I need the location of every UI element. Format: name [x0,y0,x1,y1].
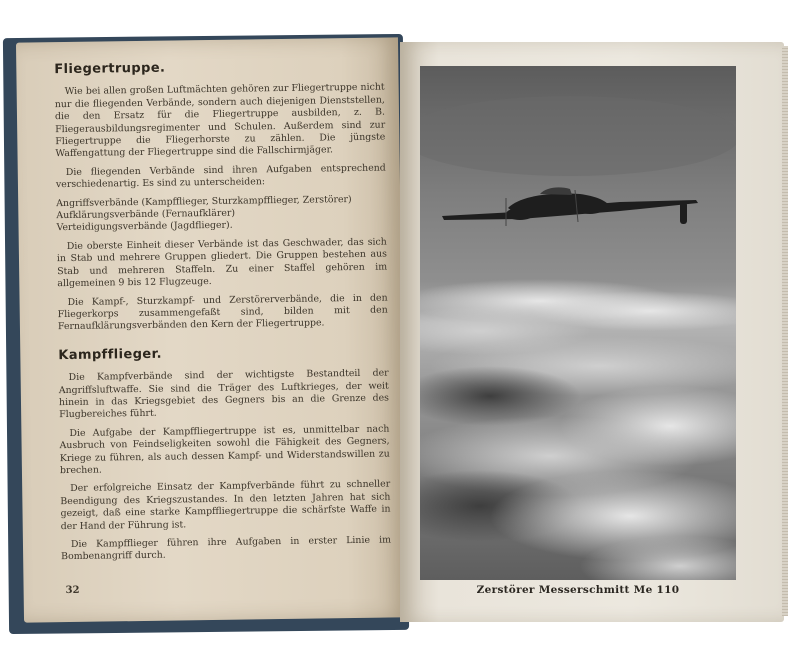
paragraph: Die fliegenden Verbände sind ihren Aufgaben entsprechend verschiedenartig. Es sind zu unterscheiden: [55,162,386,191]
unit-type-list [56,193,386,235]
paragraph: Die Aufgabe der Kampffliegertruppe ist es, unmittelbar nach Ausbruch von Feindseligkeiten sowohl die Fähigkeit des Gegners, Kriege zu führen, als auch dessen Kampf- und Widerstandswillen zu brechen. [59,423,390,477]
paragraph: Der erfolgreiche Einsatz der Kampfverbände führt zu schneller Beendigung des Kriegszustandes. In den letzten Jahren hat sich gezeigt, daß eine starke Kampffliegertruppe die schärfste Waffe in der Hand der Führung ist. [60,478,391,532]
page-number: 32 [65,584,80,597]
paragraph: Wie bei allen großen Luftmächten gehören zur Fliegertruppe nicht nur die fliegenden Verbände, sondern auch diejenigen Dienststellen, die den Ersatz für die Fliegertruppe ausbilden, z. B. Fliegerausbildungsregimenter und Schulen. Außerdem sind zur Fliegertruppe die Fliegerhorste zu zählen. Die jüngste Waffengattung der Fliegertruppe sind die Fallschirmjäger. [54,81,386,160]
paragraph: Die Kampfverbände sind der wichtigste Bestandteil der Angriffsluftwaffe. Sie sind die Träger des Luftkrieges, der weit hinein in das Kriegsgebiet des Gegners bis an die Grenze des Flugbereiches führt. [58,367,390,421]
paragraph: Die oberste Einheit dieser Verbände ist das Geschwader, das sich in Stab und mehrere Gruppen gliedert. Die Gruppen bestehen aus Stab und mehreren Staffeln. Zu einer Staffel gehören im allgemeinen 9 bis 12 Flugzeuge. [56,236,388,290]
aircraft-photo-image [420,66,736,580]
list-item: Angriffsverbände (Kampfflieger, Sturzkampfflieger, Zerstörer) [56,193,352,209]
page-edge [782,46,788,616]
paragraph: Die Kampfflieger führen ihre Aufgaben in erster Linie im Bombenangriff durch. [61,534,392,563]
left-page-text [54,60,391,570]
list-item: Aufklärungsverbände (Fernaufklärer) [56,207,236,222]
paragraph: Die Kampf-, Sturzkampf- und Zerstörerverbände, die in den Fliegerkorps zusammengefaßt sind, bilden mit den Fernaufklärungsverbänden den Kern der Fliegertruppe. [57,292,388,333]
list-item: Verteidigungsverbände (Jagdflieger). [56,220,233,234]
section-heading-kampfflieger: Kampfflieger. [58,346,162,363]
aircraft-photo [420,66,736,580]
left-page [16,37,406,622]
section-heading-fliegertruppe: Fliegertruppe. [54,60,166,78]
photo-caption: Zerstörer Messerschmitt Me 110 [476,584,680,596]
